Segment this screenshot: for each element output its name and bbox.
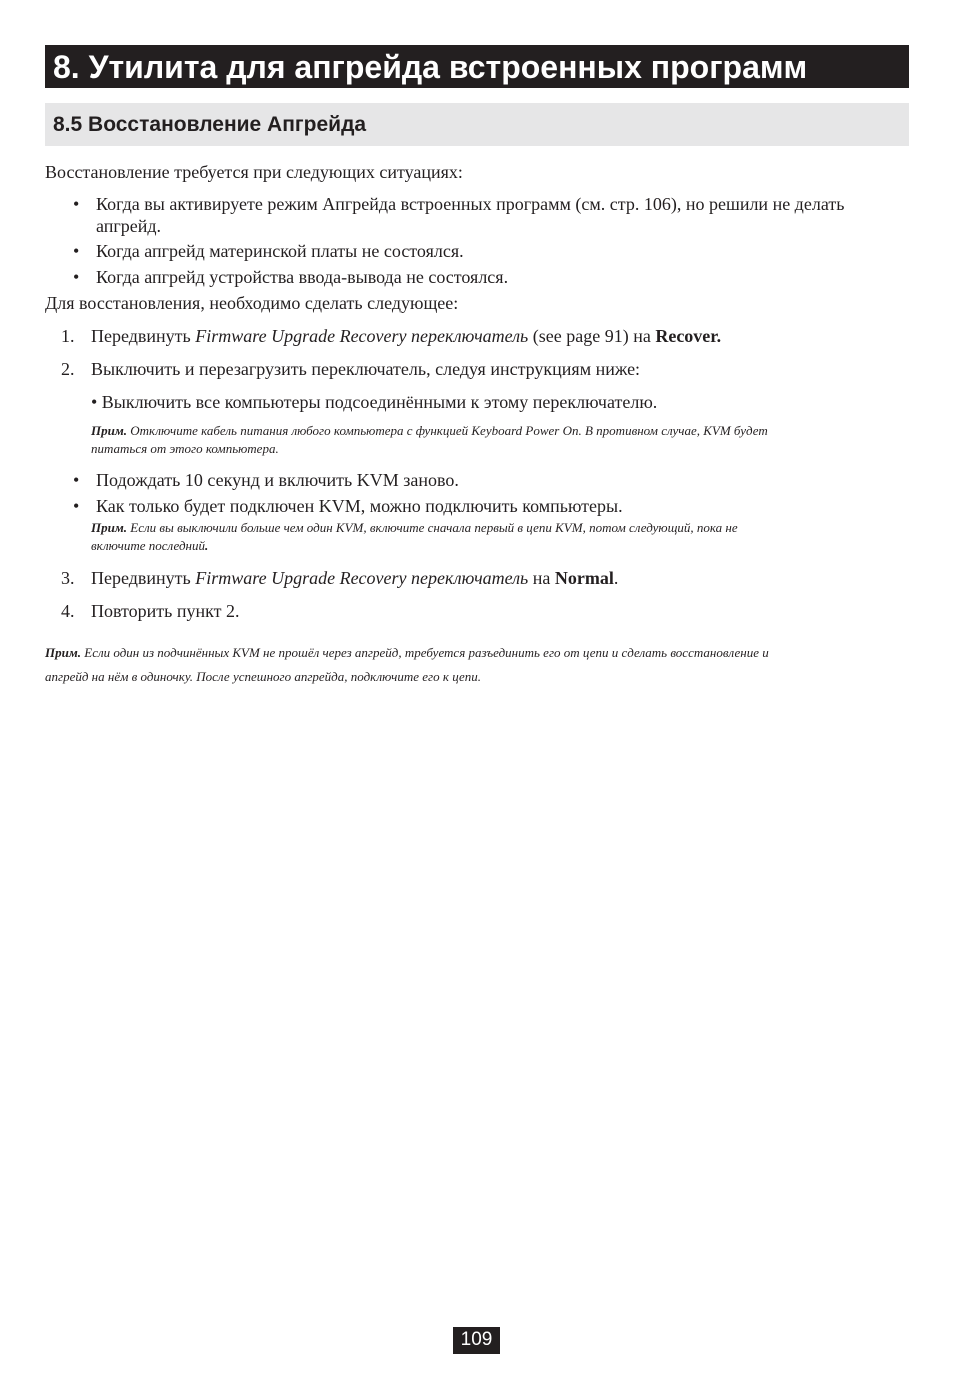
step-number: 3. xyxy=(61,568,75,588)
step-text-middle: на xyxy=(528,568,555,588)
switch-position: Normal xyxy=(554,568,614,588)
bullet-icon: • xyxy=(73,194,80,214)
step-substep: • Выключить все компьютеры подсоединёнными к этому переключателю. xyxy=(91,392,658,412)
step-text-middle: (see page 91) на xyxy=(528,326,656,346)
step-text-prefix: Передвинуть xyxy=(91,326,196,346)
final-note-continued: апгрейд на нём в одиночку. После успешного апгрейда, подключите его к цепи. xyxy=(45,669,482,684)
step-number: 4. xyxy=(61,601,75,621)
step-text xyxy=(91,325,721,347)
step-text-end: . xyxy=(613,568,619,588)
step-text: Выключить и перезагрузить переключатель, следуя инструкциям ниже: xyxy=(91,359,641,379)
chapter-title: 8. Утилита для апгрейда встроенных программ xyxy=(53,49,808,85)
step-number: 2. xyxy=(61,359,75,379)
step-text-prefix: Передвинуть xyxy=(91,568,196,588)
bullet-icon: • xyxy=(73,470,80,490)
step-text: Повторить пункт 2. xyxy=(91,601,240,621)
substep-item: Подождать 10 секунд и включить KVM заново. xyxy=(96,470,459,490)
section-title: 8.5 Восстановление Апгрейда xyxy=(53,113,367,136)
page-number-badge xyxy=(453,1327,500,1354)
situation-item: Когда вы активируете режим Апгрейда встроенных программ (см. стр. 106), но решили не делать xyxy=(96,194,845,214)
procedure-intro: Для восстановления, необходимо сделать следующее: xyxy=(45,293,459,313)
note xyxy=(91,422,768,440)
note-text: Если один из подчинённых KVM не прошёл через апгрейд, требуется разъединить его от цепи и сделать восстановление и xyxy=(81,645,769,660)
switch-position: Recover. xyxy=(655,326,722,346)
step-number: 1. xyxy=(61,326,75,346)
note-text: Если вы выключили больше чем один KVM, включите сначала первый в цепи KVM, потом следующий, пока не xyxy=(127,520,738,535)
bullet-icon: • xyxy=(73,267,80,287)
note-continued: питаться от этого компьютера. xyxy=(91,441,279,456)
situation-item: Когда апгрейд материнской платы не состоялся. xyxy=(96,241,464,261)
note-text: Отключите кабель питания любого компьютера с функцией Keyboard Power On. В противном случае, KVM будет xyxy=(127,423,768,438)
intro-paragraph: Восстановление требуется при следующих ситуациях: xyxy=(45,162,463,182)
note-label: Прим. xyxy=(91,520,127,535)
section-header-bar xyxy=(45,103,909,146)
note-continued xyxy=(91,537,208,555)
switch-name: Firmware Upgrade Recovery переключатель xyxy=(195,568,529,588)
page-number: 109 xyxy=(460,1329,493,1350)
situation-item: Когда апгрейд устройства ввода-вывода не состоялся. xyxy=(96,267,509,287)
note-text: включите последний xyxy=(91,538,205,553)
note-end: . xyxy=(205,538,209,553)
note-label: Прим. xyxy=(45,645,81,660)
note-label: Прим. xyxy=(91,423,127,438)
switch-name: Firmware Upgrade Recovery переключатель xyxy=(195,326,529,346)
note xyxy=(91,519,738,537)
final-note xyxy=(45,644,769,662)
bullet-icon: • xyxy=(73,496,80,516)
step-text xyxy=(91,567,618,589)
bullet-icon: • xyxy=(73,241,80,261)
substep-item: Как только будет подключен KVM, можно подключить компьютеры. xyxy=(96,496,623,516)
chapter-header-bar xyxy=(45,45,909,88)
situation-item-continued: апгрейд. xyxy=(96,216,162,236)
